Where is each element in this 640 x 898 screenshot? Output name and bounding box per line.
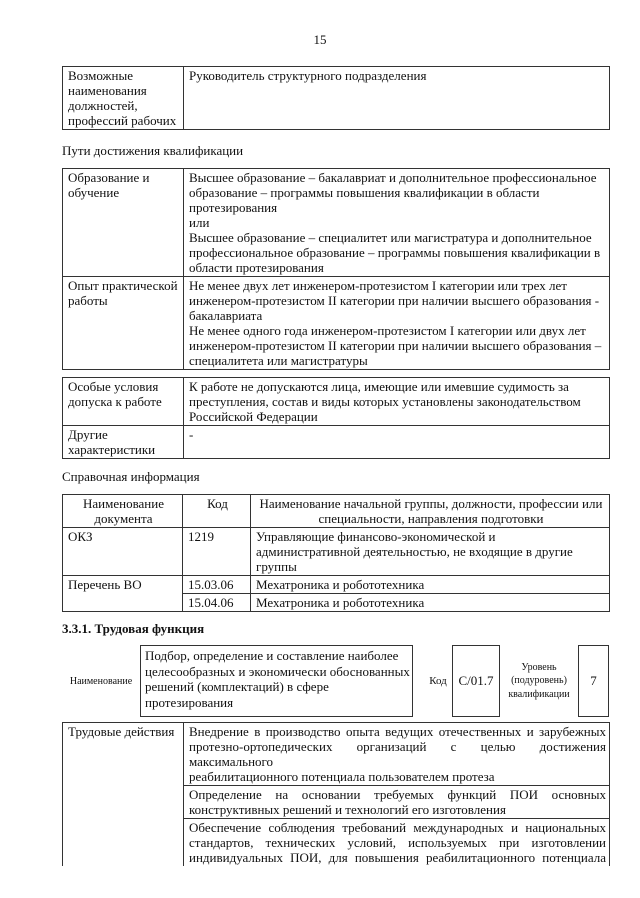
labor-action-line: протезно-ортопедических организаций с целью достижения максимального — [189, 739, 606, 769]
experience-label-cell — [63, 277, 184, 370]
other-characteristics-label-line: характеристики — [68, 442, 156, 457]
document-header-line: Наименование — [83, 496, 164, 511]
education-value-line: области протезирования — [189, 260, 324, 275]
name-line: Мехатроника и робототехника — [256, 595, 425, 610]
name-line: группы — [256, 559, 297, 574]
education-value-line: или — [189, 215, 210, 230]
special-conditions-value-cell — [184, 378, 610, 426]
qualification-level-label-line: (подуровень) — [511, 675, 567, 687]
name-header-line: Наименование начальной группы, должности, профессии или — [259, 496, 603, 511]
positions-label-line: наименования — [68, 83, 147, 98]
experience-label-line: Опыт практической — [68, 278, 178, 293]
labor-actions-table — [62, 722, 610, 866]
labor-action-line: конструктивных решений и технологий его изготовления — [189, 802, 506, 817]
labor-actions-label: Трудовые действия — [68, 724, 175, 739]
positions-value-cell — [184, 67, 610, 130]
code-value: 15.04.06 — [188, 595, 234, 610]
function-name-box — [140, 645, 413, 717]
qualification-level-value: 7 — [590, 673, 597, 688]
function-name-label: Наименование — [69, 675, 133, 687]
name-cell — [251, 528, 610, 576]
experience-value-line: специалитета или магистратуры — [189, 353, 368, 368]
function-code-box — [452, 645, 500, 717]
other-characteristics-value: - — [189, 427, 194, 442]
education-value-line: протезирования — [189, 200, 278, 215]
qualification-paths-table — [62, 168, 610, 370]
document-header-cell — [63, 495, 183, 528]
positions-value-line: Руководитель структурного подразделения — [189, 68, 427, 83]
education-value-line: Высшее образование – специалитет или магистратура и дополнительное — [189, 230, 592, 245]
reference-info-heading: Справочная информация — [62, 469, 200, 484]
labor-action-row — [63, 723, 610, 786]
labor-action-line: индивидуальных ПОИ, для повышения реабилитационного потенциала — [189, 850, 606, 865]
experience-value-line: Не менее одного года инженером-протезистом I категории или двух лет — [189, 323, 586, 338]
education-label-line: обучение — [68, 185, 120, 200]
code-header: Код — [207, 496, 228, 511]
name-cell — [251, 576, 610, 594]
name-line: Мехатроника и робототехника — [256, 577, 425, 592]
qualification-level-label-line: квалификации — [508, 688, 570, 700]
other-characteristics-value-cell — [184, 426, 610, 459]
experience-value-cell — [184, 277, 610, 370]
code-cell — [183, 594, 251, 612]
experience-value-line: Не менее двух лет инженером-протезистом I категории или трех лет — [189, 278, 567, 293]
labor-action-line: Обеспечение соблюдения требований международных и национальных — [189, 820, 606, 835]
special-conditions-row — [63, 378, 610, 426]
other-characteristics-label-cell — [63, 426, 184, 459]
function-name-line: решений (комплектаций) в сфере — [145, 679, 329, 694]
admission-table — [62, 377, 610, 459]
name-header-cell — [251, 495, 610, 528]
positions-row — [63, 67, 610, 130]
code-value: 1219 — [188, 529, 214, 544]
education-label-cell — [63, 169, 184, 277]
special-conditions-value-line: К работе не допускаются лица, имеющие или имевшие судимость за — [189, 379, 569, 394]
labor-function-heading: 3.3.1. Трудовая функция — [62, 621, 205, 636]
function-name-line: Подбор, определение и составление наиболее — [145, 648, 399, 663]
table-row — [63, 528, 610, 576]
code-cell — [183, 576, 251, 594]
education-row — [63, 169, 610, 277]
labor-action-line: Определение на основании требуемых функций ПОИ основных — [189, 787, 606, 802]
reference-header-row — [63, 495, 610, 528]
qualification-paths-heading: Пути достижения квалификации — [62, 143, 244, 158]
positions-label-cell — [63, 67, 184, 130]
special-conditions-label-line: допуска к работе — [68, 394, 162, 409]
special-conditions-label-cell — [63, 378, 184, 426]
other-characteristics-label-line: Другие — [68, 427, 108, 442]
positions-table — [62, 66, 610, 130]
special-conditions-value-line: Российской Федерации — [189, 409, 318, 424]
education-value-cell — [184, 169, 610, 277]
education-label-line: Образование и — [68, 170, 150, 185]
document-name: Перечень ВО — [68, 577, 142, 592]
education-value-line: профессиональное образование – программы повышения квалификации в — [189, 245, 601, 260]
page-number: 15 — [313, 32, 327, 47]
code-header-cell — [183, 495, 251, 528]
positions-label-line: Возможные — [68, 68, 133, 83]
education-value-line: Высшее образование – бакалавриат и дополнительное профессиональное — [189, 170, 597, 185]
education-value-line: образование – программы повышения квалификации в области — [189, 185, 540, 200]
labor-function-block — [62, 645, 609, 717]
name-cell — [251, 594, 610, 612]
name-line: Управляющие финансово-экономической и — [256, 529, 496, 544]
code-cell — [183, 528, 251, 576]
labor-action-line: стандартов, технических условий, используемых при изготовлении — [189, 835, 606, 850]
labor-action-cell — [184, 723, 610, 786]
function-name-line: целесообразных и экономически обоснованных — [145, 663, 410, 679]
experience-value-line: инженером-протезистом II категории при наличии высшего образования - — [189, 293, 600, 308]
labor-action-line: Внедрение в производство опыта ведущих отечественных и зарубежных — [189, 724, 606, 739]
positions-label-line: профессий рабочих — [68, 113, 177, 128]
document-cell — [63, 576, 183, 612]
other-characteristics-row — [63, 426, 610, 459]
qualification-level-label-line: Уровень — [521, 661, 557, 673]
document-name: ОКЗ — [68, 529, 93, 544]
document-header-line: документа — [94, 511, 153, 526]
code-value: 15.03.06 — [188, 577, 234, 592]
special-conditions-label-line: Особые условия — [68, 379, 159, 394]
qualification-level-box — [578, 645, 609, 717]
reference-info-table — [62, 494, 610, 612]
table-row — [63, 576, 610, 594]
experience-value-line: бакалавриата — [189, 308, 263, 323]
experience-value-line: инженером-протезистом II категории при наличии высшего образования – — [189, 338, 602, 353]
labor-action-line: реабилитационного потенциала пользователем протеза — [189, 769, 495, 784]
labor-actions-label-cell — [63, 723, 184, 867]
labor-action-cell — [184, 786, 610, 819]
experience-label-line: работы — [68, 293, 108, 308]
positions-label-line: должностей, — [68, 98, 138, 113]
labor-action-cell — [184, 819, 610, 867]
name-line: административной деятельностью, не входящие в другие — [256, 544, 573, 559]
function-name-line: протезирования — [145, 694, 234, 710]
document-cell — [63, 528, 183, 576]
name-header-line: специальности, направления подготовки — [318, 511, 544, 526]
qualification-level-label — [500, 645, 578, 717]
function-code-label: Код — [429, 674, 447, 687]
function-code-value: C/01.7 — [458, 673, 494, 688]
special-conditions-value-line: преступления, состав и виды которых установлены законодательством — [189, 394, 581, 409]
experience-row — [63, 277, 610, 370]
